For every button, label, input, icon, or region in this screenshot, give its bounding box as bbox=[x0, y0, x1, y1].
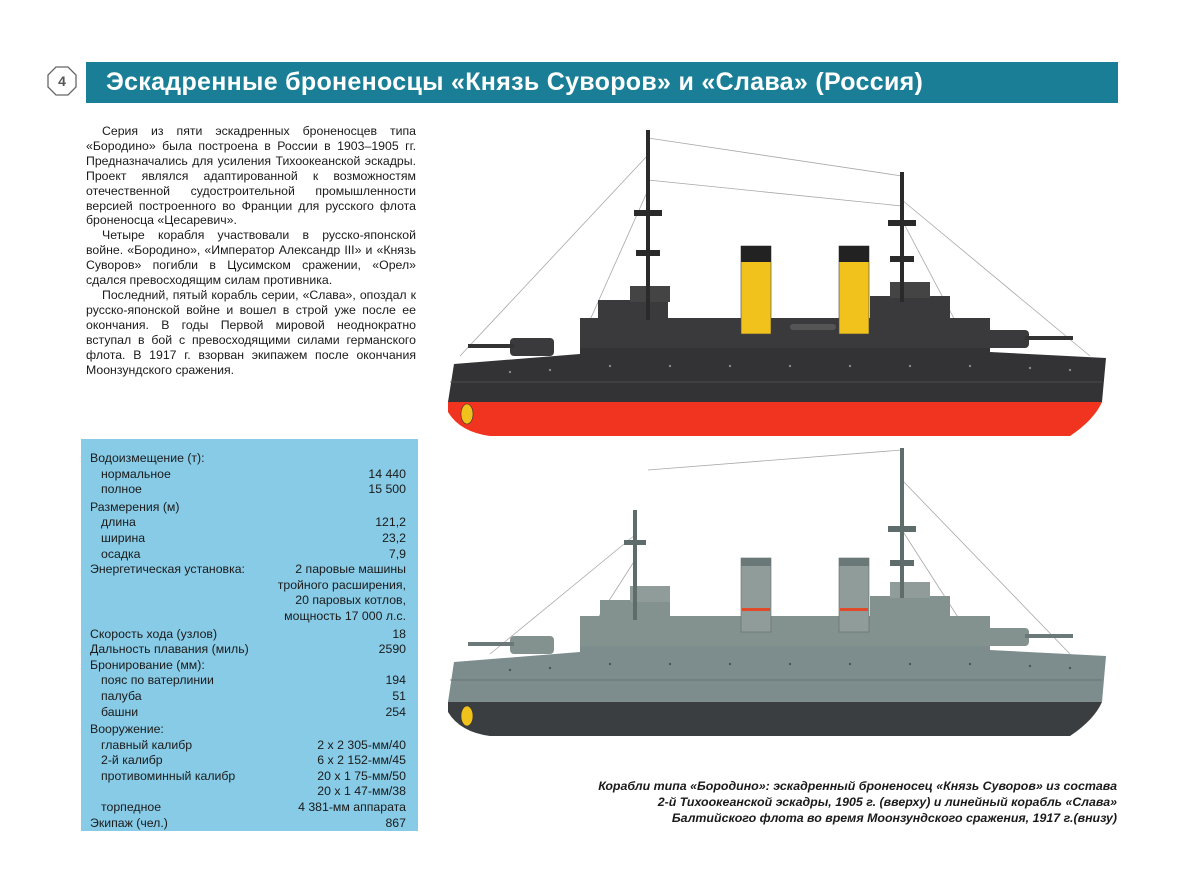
spec-row bbox=[90, 800, 406, 816]
underwater-hull bbox=[448, 402, 1102, 436]
spec-value: 51 bbox=[392, 688, 406, 703]
spec-row bbox=[90, 451, 406, 467]
page-title: Эскадренные броненосцы «Князь Суворов» и «Слава» (Россия) bbox=[106, 68, 924, 96]
spec-value: 6 x 2 152-мм/45 bbox=[317, 753, 406, 768]
intro-paragraph: Последний, пятый корабль серии, «Слава», опоздал к русско-японской войне и вошел в строй уже после ее окончания. В годы Первой мировой неоднократно вступал в бой с превосходящими силами германского флота. В 1917 г. взорван экипажем после окончания Моонзундского сражения. bbox=[86, 287, 416, 377]
spec-label: ширина bbox=[101, 530, 146, 545]
spec-row bbox=[90, 482, 406, 498]
spec-value: 2 паровые машины bbox=[295, 562, 406, 577]
spec-label: Размерения (м) bbox=[90, 499, 180, 514]
caption-line: Корабли типа «Бородино»: эскадренный броненосец «Князь Суворов» из состава bbox=[598, 779, 1117, 793]
mast bbox=[646, 130, 650, 320]
mast bbox=[900, 448, 904, 598]
intro-paragraph: Серия из пяти эскадренных броненосцев типа «Бородино» была построена в России в 1903–1905 гг. Предназначались для усиления Тихоокеанской эскадры. Проект являлся адаптированной к возможностям отечественной судостроительной промышленности версией построенного во Франции для русского флота броненосца «Цесаревич». bbox=[86, 124, 416, 228]
spec-value: 7,9 bbox=[388, 546, 406, 561]
spec-label: противоминный калибр bbox=[101, 768, 236, 783]
spec-row bbox=[90, 642, 406, 658]
illustration-caption bbox=[525, 778, 1117, 826]
spec-value: 20 паровых котлов, bbox=[295, 593, 406, 608]
spec-label: полное bbox=[101, 482, 142, 497]
spec-value: 23,2 bbox=[382, 530, 406, 545]
spec-row bbox=[90, 515, 406, 531]
page-number: 4 bbox=[58, 73, 66, 89]
spec-row bbox=[90, 722, 406, 738]
spec-value: мощность 17 000 л.с. bbox=[284, 608, 406, 623]
spec-row bbox=[90, 562, 406, 578]
spec-value: тройного расширения, bbox=[277, 577, 406, 592]
spec-label: Вооружение: bbox=[90, 722, 164, 737]
mast bbox=[900, 172, 904, 302]
intro-paragraph: Четыре корабля участвовали в русско-японской войне. «Бородино», «Император Александр III» и «Князь Суворов» погибли в Цусимском сражении, «Орел» сдался превосходящим силам противника. bbox=[86, 228, 416, 288]
spec-row bbox=[90, 705, 406, 721]
spec-label: нормальное bbox=[101, 466, 171, 481]
spec-row bbox=[90, 627, 406, 643]
spec-value: 254 bbox=[385, 704, 406, 719]
spec-row bbox=[90, 467, 406, 483]
spec-value: 14 440 bbox=[368, 466, 406, 481]
page-number-badge bbox=[47, 66, 77, 96]
spec-value: 2 x 2 305-мм/40 bbox=[317, 737, 406, 752]
spec-label: Экипаж (чел.) bbox=[90, 815, 168, 830]
spec-row bbox=[90, 689, 406, 705]
spec-value: 4 381-мм аппарата bbox=[298, 800, 406, 815]
intro-text bbox=[86, 124, 416, 377]
spec-label: Энергетическая установка: bbox=[90, 562, 245, 577]
spec-row bbox=[90, 738, 406, 754]
spec-label: Водоизмещение (т): bbox=[90, 451, 205, 465]
spec-label: палуба bbox=[101, 688, 142, 703]
spec-label: торпедное bbox=[101, 800, 162, 815]
caption-line: Балтийского флота во время Моонзундского сражения, 1917 г.(внизу) bbox=[671, 811, 1117, 825]
spec-label: длина bbox=[101, 515, 136, 530]
spec-value: 20 x 1 47-мм/38 bbox=[317, 784, 406, 799]
spec-row bbox=[90, 500, 406, 516]
funnel bbox=[839, 558, 869, 632]
mast bbox=[633, 510, 637, 620]
spec-value: 18 bbox=[392, 626, 406, 641]
spec-row bbox=[90, 753, 406, 769]
spec-row bbox=[90, 658, 406, 674]
funnel bbox=[741, 558, 771, 632]
underwater-hull bbox=[448, 702, 1102, 736]
spec-value: 20 x 1 75-мм/50 bbox=[317, 768, 406, 783]
ship-knyaz-suvorov-illustration bbox=[430, 120, 1120, 440]
spec-value: 15 500 bbox=[368, 482, 406, 497]
spec-value: 194 bbox=[385, 673, 406, 688]
spec-value: 2590 bbox=[378, 642, 406, 657]
spec-label: башни bbox=[101, 704, 139, 719]
spec-label: осадка bbox=[101, 546, 141, 561]
title-band bbox=[86, 62, 1118, 103]
spec-row bbox=[90, 609, 406, 625]
ship-slava-illustration bbox=[430, 440, 1120, 760]
spec-label: Бронирование (мм): bbox=[90, 657, 205, 672]
spec-row bbox=[90, 784, 406, 800]
spec-label: пояс по ватерлинии bbox=[101, 673, 214, 688]
caption-line: 2-й Тихоокеанской эскадры, 1905 г. (вверху) и линейный корабль «Слава» bbox=[657, 795, 1117, 809]
spec-row bbox=[90, 593, 406, 609]
specs-box bbox=[81, 439, 418, 831]
spec-row bbox=[90, 578, 406, 594]
spec-label: Скорость хода (узлов) bbox=[90, 626, 218, 641]
spec-row bbox=[90, 531, 406, 547]
spec-label: 2-й калибр bbox=[101, 753, 163, 768]
spec-row bbox=[90, 769, 406, 785]
spec-value: 121,2 bbox=[375, 515, 406, 530]
spec-row bbox=[90, 547, 406, 563]
spec-row bbox=[90, 816, 406, 832]
spec-label: главный калибр bbox=[101, 737, 193, 752]
spec-label: Дальность плавания (миль) bbox=[90, 642, 249, 657]
spec-value: 867 bbox=[385, 815, 406, 830]
spec-row bbox=[90, 673, 406, 689]
